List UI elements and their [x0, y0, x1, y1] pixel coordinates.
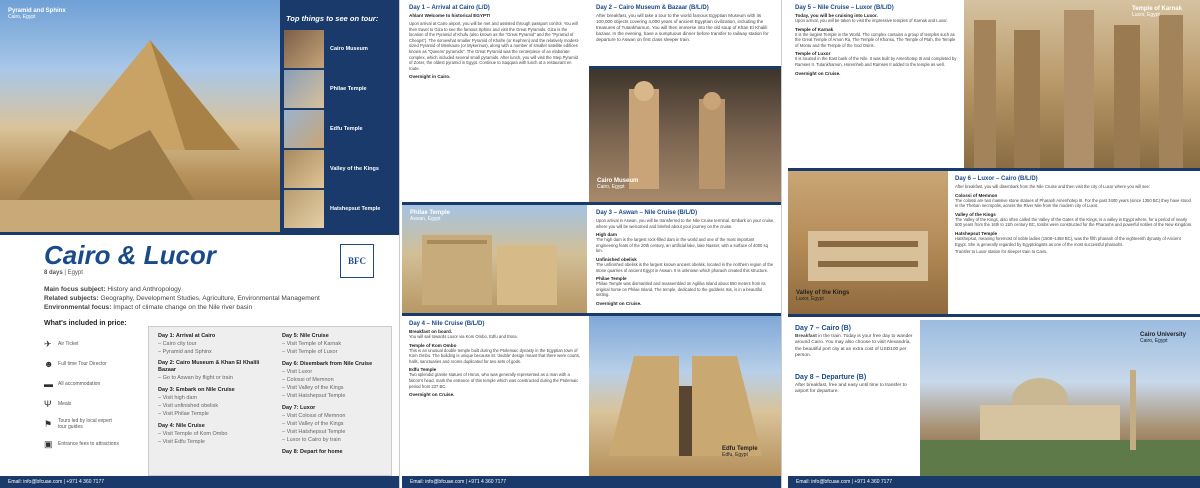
top-thing-label: Philae Temple: [330, 86, 367, 92]
museum-caption-title: Cairo Museum: [597, 178, 639, 184]
day6-transfer: Transfer to Luxor station for sleeper train to Cairo.: [955, 249, 1048, 255]
day4-overnight: Overnight on Cruise.: [409, 392, 455, 398]
hero-caption: [8, 8, 66, 20]
day5-block: [788, 0, 964, 168]
pyramid-illustration: [0, 0, 284, 232]
itin-item: – Visit Temple of Luxor: [282, 349, 338, 355]
panel-cover: [0, 0, 400, 488]
itin-item: – Visit Valley of the Kings: [282, 385, 344, 391]
day1-overnight: Overnight in Cairo.: [409, 74, 451, 80]
top-thing-label: Hatshepsut Temple: [330, 206, 381, 212]
day7-8-block: [788, 320, 920, 476]
panel-days-1-4: [402, 0, 782, 488]
airplane-icon: ✈: [44, 338, 52, 349]
env: Impact of climate change on the Nile river basin: [113, 304, 253, 311]
valley-kings-thumb: [284, 150, 324, 188]
university-caption-title: Cairo University: [1140, 332, 1187, 338]
day6-sub3: Hatshepsut Temple: [955, 230, 998, 236]
day6-title: Day 6 – Luxor – Cairo (B/L/D): [955, 176, 1038, 182]
university-caption: [1140, 332, 1186, 344]
country: Egypt: [67, 270, 83, 276]
itin-day: Day 7: Luxor: [282, 405, 316, 411]
itin-item: – Visit Temple of Kom Ombo: [158, 431, 228, 437]
edfu-caption: [722, 446, 758, 458]
cairo-museum-thumb: [284, 30, 324, 68]
day3-title: Day 3 – Aswan – Nile Cruise (B/L/D): [596, 210, 698, 216]
day3-text2: The unfinished obelisk is the largest known ancient obelisk, located in the northern region of the stone quarries of ancient Egypt in Aswan. It is unknown which pharaoh created this structure.: [596, 261, 774, 273]
day5-text2: It is located in the East bank of the Nile. It was built by Amenhotep III and completed by Ramses II. Tutankhamun, Horemheb and Ramses II added to the temple as well.: [795, 56, 957, 67]
env-label: Environmental focus:: [44, 304, 112, 311]
itin-day: Day 8: Depart for home: [282, 449, 343, 455]
itin-day: Day 5: Nile Cruise: [282, 333, 329, 339]
itin-item: – Visit Philae Temple: [158, 411, 209, 417]
cutlery-icon: Ψ: [44, 399, 52, 409]
bed-icon: ▬: [44, 379, 53, 389]
philae-caption-title: Philae Temple: [410, 210, 450, 216]
included-item: Air Ticket: [58, 341, 79, 347]
footer: Email: info@bfcuae.com | +971 4 360 7177: [402, 476, 781, 488]
itin-day: Day 3: Embark on Nile Cruise: [158, 387, 235, 393]
karnak-temple-photo: [964, 0, 1200, 168]
top-thing-label: Cairo Museum: [330, 46, 368, 52]
day1-text: Upon arrival at Cairo airport, you will be met and assisted through passport control. You will then travel to Giza to see the famous Sphinx and visit the Great Pyramids. Giza is the location of the Pyramid of Khufu (also known as the "Great Pyramid" and the "Pyramid of Cheops"). The somewhat smaller Pyramid of Khafre (or Kephren) and the relatively modest-sized Pyramid of Menkaure (or Mykerinus), along with a number of smaller satellite edifices known as "Queens' pyramids". The Great Pyramid was the centerpiece of an elaborate complex, which included several small pyramids. After lunch, you will visit the Step Pyramid of Zoser, the oldest pyramid in Egypt. Continue to Saqqara with lunch at a restaurant en route.: [409, 21, 580, 71]
day8-text: After breakfast, free and easy until time to transfer to airport for departure.: [795, 382, 907, 395]
related: Geography, Development Studies, Agriculture, Environmental Management: [100, 295, 320, 302]
day1-title: Day 1 – Arrival at Cairo (L/D): [409, 5, 490, 11]
main-focus-label: Main focus subject:: [44, 286, 106, 293]
karnak-caption-title: Temple of Karnak: [1132, 6, 1182, 12]
day5-intro: Today, you will be cruising into Luxor.: [795, 13, 878, 18]
day6-text3: Hatshepsut, meaning foremost of noble ladies (1508–1458 BC), was the fifth pharaoh of the eighteenth dynasty of Ancient Egypt. She is generally regarded by Egyptologists as one of the most successful pharaohs.: [955, 235, 1181, 247]
itin-item: – Colossi of Memnon: [282, 377, 334, 383]
itin-day: Day 2: Cairo Museum & Khan El Khalili Bazaar: [158, 360, 260, 373]
day3-sub3: Philae Temple: [596, 276, 627, 282]
itin-item: – Cairo city tour: [158, 341, 197, 347]
hero-caption-place: Cairo, Egypt: [8, 14, 36, 20]
duration: 8 days: [44, 270, 63, 276]
day5-overnight: Overnight on Cruise.: [795, 70, 841, 76]
day3-text: Upon arrival in Aswan, you will be transferred to the Nile Cruise terminal. Embark on your cruise, where you will be welcomed and briefed about your journey on the cruise.: [596, 218, 775, 229]
day1-block: [402, 0, 587, 202]
philae-temple-thumb: [284, 70, 324, 108]
edfu-caption-place: Edfu, Egypt: [722, 452, 748, 458]
itin-item: – Visit unfinished obelisk: [158, 403, 219, 409]
included-item: Meals: [58, 401, 72, 407]
day7-text: in the train. Today is your free day to wander around Cairo. You may also choose to visit Alexandria, the beautiful port city at an extra cost of USD100 per person.: [795, 334, 913, 359]
related-label: Related subjects:: [44, 295, 99, 302]
day2-title: Day 2 – Cairo Museum & Bazaar (B/L/D): [596, 5, 709, 11]
itin-item: – Go to Aswan by flight or train: [158, 375, 233, 381]
university-caption-place: Cairo, Egypt: [1140, 338, 1168, 344]
guide-icon: ⚑: [44, 418, 53, 429]
brochure-duration-line: 8 days | Egypt: [44, 270, 83, 276]
valley-caption-place: Luxor, Egypt: [796, 296, 824, 302]
pyramid-sphinx-photo: [0, 0, 284, 232]
included-item: Entrance fees to attractions: [58, 441, 119, 447]
day3-sub2: Unfinished obelisk: [596, 256, 637, 262]
brochure-title: Cairo & Lucor: [44, 240, 216, 270]
day7-text-line: [795, 334, 913, 360]
itinerary-right: [282, 332, 390, 456]
edfu-caption-title: Edfu Temple: [722, 446, 758, 452]
main-focus: History and Anthropology: [107, 286, 182, 293]
karnak-illustration: [964, 0, 1200, 168]
included-item: Tours led by local expert tour guides: [58, 418, 112, 430]
itin-day: Day 6: Disembark from Nile Cruise: [282, 361, 373, 367]
karnak-caption-place: Luxor, Egypt: [1132, 12, 1160, 18]
top-things-title: Top things to see on tour:: [286, 14, 379, 23]
included-item: Full time Tour Director: [58, 361, 107, 367]
day6-text2: The Valley of the Kings, also often called the Valley of the Gates of the Kings, is a valley in Egypt where, for a period of nearly 500 years from the 16th to 11th century BC, tombs were constructed for the Pharaohs and powerful nobles of the New Kingdom.: [955, 216, 1193, 228]
philae-caption-place: Aswan, Egypt: [410, 216, 441, 222]
day7-breakfast: Breakfast: [795, 334, 817, 339]
person-icon: ☻: [44, 359, 54, 369]
day6-sub2: Valley of the Kings: [955, 211, 996, 217]
itin-item: – Visit Hatshepsut Temple: [282, 429, 346, 435]
itin-item: – Visit Temple of Karnak: [282, 341, 342, 347]
bfc-logo-text: BFC: [348, 256, 366, 266]
itin-item: – Visit Hatshepsut Temple: [282, 393, 346, 399]
included-title: What's included in price:: [44, 320, 127, 327]
top-thing-item: [284, 190, 394, 236]
subjects-block: [44, 285, 320, 312]
day4-block: [402, 316, 587, 476]
day5-sub1: Temple of Karnak: [795, 26, 834, 32]
day4-title: Day 4 – Nile Cruise (B/L/D): [409, 321, 485, 327]
itin-item: – Visit high dam: [158, 395, 198, 401]
day4-sub1: Temple of Kom Ombo: [409, 342, 457, 348]
day6-block: [948, 171, 1200, 314]
day6-text: After breakfast, you will disembark from the Nile Cruise and then visit the city of Luxor where you will see:: [955, 184, 1151, 189]
ticket-icon: ▣: [44, 438, 53, 449]
day3-text1: The high dam is the largest rock-filled dam in the world and one of the most important engineering feats of the 20th century, an artificial lake, lake Nasser, with a surface of 4000 sq km.: [596, 237, 768, 254]
itin-item: – Visit Colossi of Memnon: [282, 413, 346, 419]
itin-item: – Visit Luxor: [282, 369, 313, 375]
day5-text1: It is the largest Temple in the World. The complex contains a group of temples such as the Great Temple of Amon Ra, The Temple of Khonsu, The Temple of Ptah, the Temple of Montu and the Temple of the God Osiris.: [795, 31, 956, 48]
divider-band: [0, 232, 400, 235]
panel-days-5-8: [788, 0, 1200, 488]
itin-item: – Pyramid and Sphinx: [158, 349, 212, 355]
footer: Email: info@bfcuae.com | +971 4 360 7177: [788, 476, 1200, 488]
itin-item: – Visit Edfu Temple: [158, 439, 205, 445]
museum-caption: [597, 178, 638, 190]
day2-text: After breakfast, you will take a tour to the world famous Egyptian Museum with its 100,000 objects covering 4,000 years of ancient Egyptian civilization, including the treasures of Tutankhamun. You will then immerse into the old soup of Khan El Khalili bazaar. In the evening, have a sumptuous dinner before transfer to railway station for departure to Aswan on first class sleeper train.: [596, 13, 769, 42]
included-list: [44, 334, 119, 454]
karnak-caption: [1132, 6, 1182, 18]
day6-sub1: Colossi of Memnon: [955, 192, 998, 198]
day4-text2: Two splendid granite statues of Horus, who was generally represented as a man with a falcon's head, mark the entrance of this temple which was constructed during the Ptolemaic period from 237 BC.: [409, 372, 579, 389]
philae-caption: [410, 210, 450, 222]
day2-block: [589, 0, 782, 66]
day4-sub2: Edfu Temple: [409, 367, 437, 373]
hero-caption-title: Pyramid and Sphinx: [8, 8, 66, 14]
day8-title: Day 8 – Departure (B): [795, 373, 867, 381]
day3-sub1: High dam: [596, 232, 617, 238]
day4-text1: This is an unusual double temple built during the Ptolemaic dynasty in the Egyptian town of Kom Ombo. The building is unique because its 'double' design meant that there were courts, halls, sanctuaries and rooms duplicated for two sets of gods.: [409, 347, 580, 364]
divider-band: [788, 314, 1200, 317]
day5-sub2: Temple of Luxor: [795, 51, 831, 57]
top-thing-label: Valley of the Kings: [330, 166, 379, 172]
itin-item: – Luxor to Cairo by train: [282, 437, 341, 443]
bfc-logo: [340, 244, 374, 278]
footer: Email: info@bfcuae.com | +971 4 360 7177: [0, 476, 399, 488]
day3-text3: Philae Temple was dismantled and reassembled on Agilika Island about 550 meters from its original home on Philae Island. The temple, dedicated to the goddess Isis, is in a beautiful setting.: [596, 281, 766, 298]
day4-text: You will sail towards Luxor via Kom Ombo, Edfu and Esna.: [409, 334, 518, 339]
included-item: All accommodation: [58, 381, 101, 387]
day7-title: Day 7 – Cairo (B): [795, 325, 852, 332]
day3-overnight: Overnight on Cruise.: [596, 300, 642, 306]
day6-text1: The colossi are two massive stone statues of Pharaoh Amenhotep III. For the past 3400 years (since 1350 BC) they have stood in the Theban necropolis, across the River Nile from the modern city of Luxor.: [955, 197, 1191, 209]
valley-caption: [796, 290, 849, 302]
top-thing-label: Edfu Temple: [330, 126, 363, 132]
day5-title: Day 5 – Nile Cruise – Luxor (B/L/D): [795, 5, 894, 11]
itin-day: Day 4: Nile Cruise: [158, 423, 205, 429]
day3-block: [589, 205, 782, 313]
day4-intro: Breakfast on board.: [409, 329, 453, 334]
valley-caption-title: Valley of the Kings: [796, 290, 850, 296]
itin-item: – Visit Valley of the Kings: [282, 421, 344, 427]
hatshepsut-thumb: [284, 190, 324, 228]
edfu-temple-thumb: [284, 110, 324, 148]
itin-day: Day 1: Arrival at Cairo: [158, 333, 216, 339]
itinerary-left: [158, 332, 268, 446]
museum-caption-place: Cairo, Egypt: [597, 184, 625, 190]
day5-text: Upon arrival, you will be taken to visit the impressive temples of Karnak and Luxor.: [795, 18, 948, 23]
day1-intro: Ahlan! Welcome to historical EGYPT!: [409, 13, 491, 18]
